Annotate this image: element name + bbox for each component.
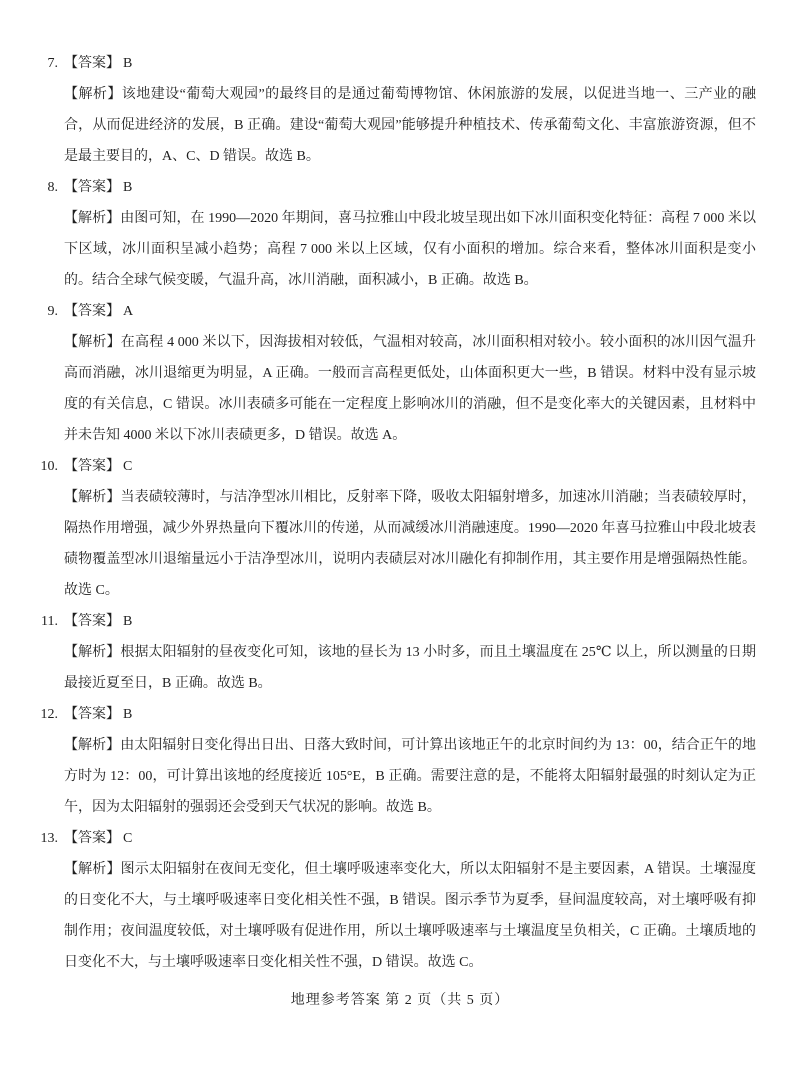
page-footer: 地理参考答案 第 2 页（共 5 页）: [290, 993, 510, 1008]
analysis-label: 【解析】: [64, 87, 122, 102]
analysis-paragraph: [64, 327, 756, 451]
analysis-text: 在高程 4 000 米以下，因海拔相对较低，气温相对较高，冰川面积相对较小。较小面积的冰川因气温升高而消融，冰川退缩更为明显，A 正确。一般而言高程更低处，山体面积更大一些，B 错误。材料中没有显示坡度的有关信息，C 错误。冰川表碛多可能在一定程度上影响冰川的消融，但不是变化率大的关键因素，且材料中并未告知 4000 米以下冰川表碛更多，D 错误。故选 A。: [64, 335, 757, 443]
question-number: 7.: [47, 56, 58, 71]
answer-line: [64, 451, 756, 482]
question-number: 12.: [40, 707, 58, 722]
analysis-paragraph: [64, 730, 756, 823]
question-7-block: [47, 48, 756, 172]
answer-value: B: [123, 614, 133, 629]
answer-line: [64, 172, 756, 203]
answers-list: [40, 48, 757, 978]
analysis-paragraph: [64, 482, 756, 606]
answer-value: C: [123, 831, 133, 846]
analysis-label: 【解析】: [64, 645, 121, 660]
question-13-block: [40, 823, 757, 978]
question-8-block: [47, 172, 757, 296]
analysis-text: 由图可知，在 1990—2020 年期间，喜马拉雅山中段北坡呈现出如下冰川面积变化特征：高程 7 000 米以下区域，冰川面积呈减小趋势；高程 7 000 米以上区域，仅有小面积的增加。综合来看，整体冰川面积是变小的。结合全球气候变暖，气温升高，冰川消融，面积减小，B 正确。故选 B。: [64, 211, 757, 288]
question-number: 8.: [47, 180, 58, 195]
answer-label: 【答案】: [64, 707, 120, 722]
question-9-block: [47, 296, 757, 451]
analysis-label: 【解析】: [64, 490, 121, 505]
question-number: 11.: [41, 614, 58, 629]
answer-label: 【答案】: [64, 459, 120, 474]
analysis-paragraph: [64, 854, 756, 978]
analysis-paragraph: [64, 79, 756, 172]
analysis-paragraph: [64, 637, 756, 699]
analysis-label: 【解析】: [64, 335, 121, 350]
answer-label: 【答案】: [64, 304, 120, 319]
question-12-block: [40, 699, 757, 823]
analysis-text: 由太阳辐射日变化得出日出、日落大致时间，可计算出该地正午的北京时间约为 13：00，结合正午的地方时为 12：00，可计算出该地的经度接近 105°E，B 正确。需要注意的是，不能将太阳辐射最强的时刻认定为正午，因为太阳辐射的强弱还会受到天气状况的影响。故选 B。: [64, 738, 757, 815]
answer-value: C: [123, 459, 133, 474]
analysis-text: 图示太阳辐射在夜间无变化，但土壤呼吸速率变化大，所以太阳辐射不是主要因素，A 错误。土壤湿度的日变化不大，与土壤呼吸速率日变化相关性不强，B 错误。图示季节为夏季，昼间温度较高，对土壤呼吸有抑制作用；夜间温度较低，对土壤呼吸有促进作用，所以土壤呼吸速率与土壤温度呈负相关，C 正确。土壤质地的日变化不大，与土壤呼吸速率日变化相关性不强，D 错误。故选 C。: [64, 862, 757, 970]
analysis-paragraph: [64, 203, 756, 296]
answer-value: B: [123, 180, 133, 195]
answer-line: [64, 48, 756, 79]
analysis-text: 根据太阳辐射的昼夜变化可知，该地的昼长为 13 小时多，而且土壤温度在 25℃ 以上，所以测量的日期最接近夏至日，B 正确。故选 B。: [64, 645, 756, 691]
question-10-block: [40, 451, 756, 606]
answer-value: B: [123, 707, 133, 722]
answer-line: [64, 296, 756, 327]
answer-value: B: [123, 56, 133, 71]
answer-label: 【答案】: [64, 831, 120, 846]
answer-line: [64, 606, 756, 637]
answer-line: [64, 823, 756, 854]
answer-value: A: [123, 304, 134, 319]
analysis-text: 当表碛较薄时，与洁净型冰川相比，反射率下降，吸收太阳辐射增多，加速冰川消融；当表碛较厚时，隔热作用增强，减少外界热量向下覆冰川的传递，从而减缓冰川消融速度。1990—2020 年喜马拉雅山中段北坡表碛物覆盖型冰川退缩量远小于洁净型冰川，说明内表碛层对冰川融化有抑制作用，其主要作用是增强隔热性能。故选 C。: [64, 490, 756, 598]
answer-label: 【答案】: [64, 614, 120, 629]
question-number: 13.: [40, 831, 58, 846]
question-number: 10.: [40, 459, 58, 474]
analysis-label: 【解析】: [64, 862, 121, 877]
analysis-text: 该地建设“葡萄大观园”的最终目的是通过葡萄博物馆、休闲旅游的发展，以促进当地一、三产业的融合，从而促进经济的发展，B 正确。建设“葡萄大观园”能够提升种植技术、传承葡萄文化、丰富旅游资源，但不是最主要目的，A、C、D 错误。故选 B。: [64, 87, 756, 164]
analysis-label: 【解析】: [64, 738, 121, 753]
question-11-block: [41, 606, 756, 699]
answer-label: 【答案】: [64, 56, 120, 71]
question-number: 9.: [47, 304, 58, 319]
answer-label: 【答案】: [64, 180, 120, 195]
answer-line: [64, 699, 756, 730]
analysis-label: 【解析】: [64, 211, 121, 226]
